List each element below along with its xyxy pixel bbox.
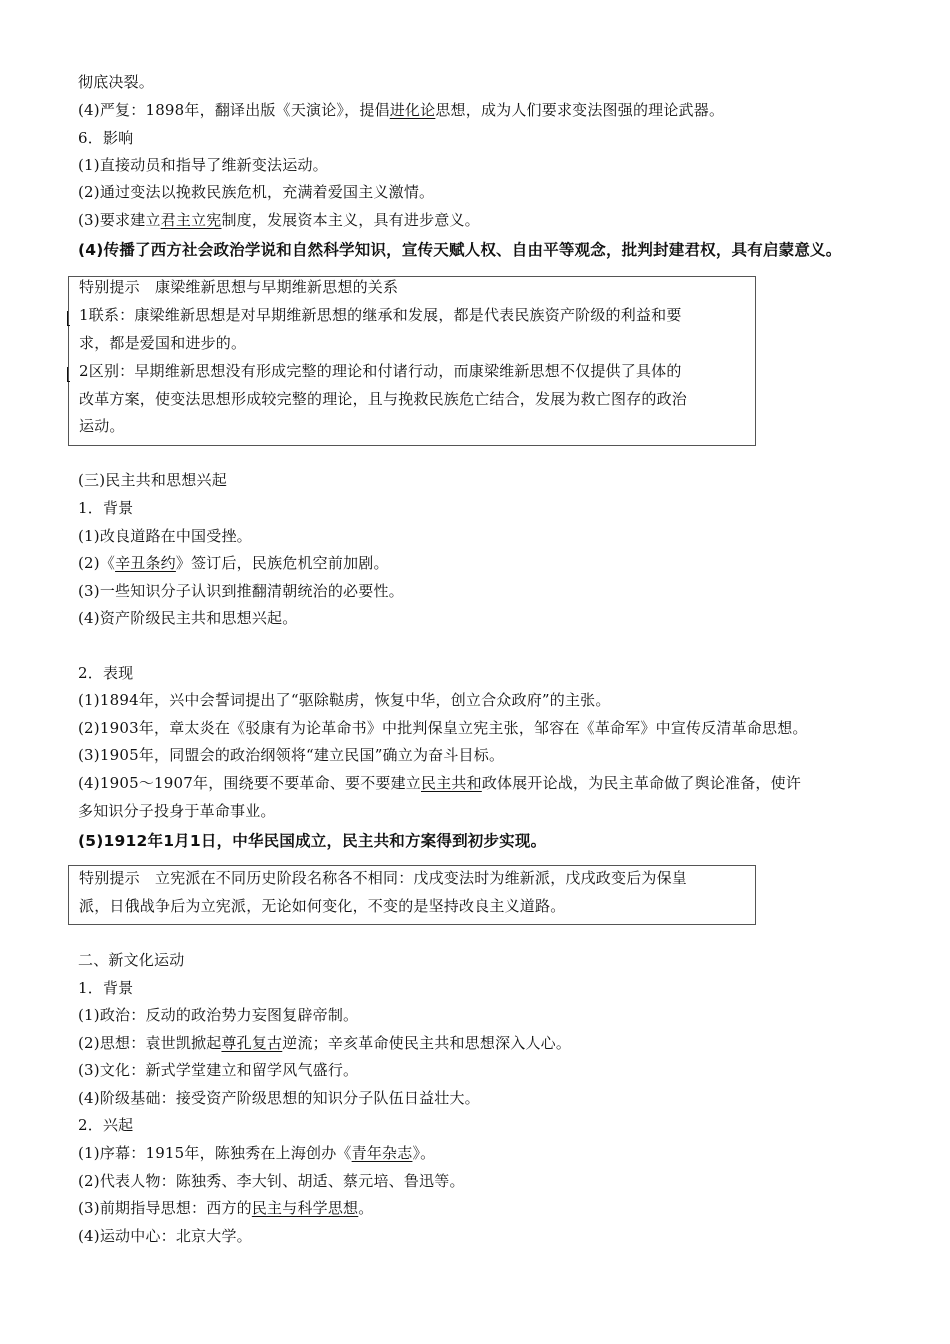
text-line: (2)《辛丑条约》签订后，民族危机空前加剧。 bbox=[78, 554, 389, 572]
subheading: 2．表现 bbox=[78, 664, 134, 682]
text-line: (3)一些知识分子认识到推翻清朝统治的必要性。 bbox=[78, 582, 404, 600]
subheading: 2．兴起 bbox=[78, 1116, 134, 1134]
underlined-term: 青年杂志 bbox=[351, 1144, 413, 1162]
text-line: 多知识分子投身于革命事业。 bbox=[78, 802, 276, 820]
underlined-term: 民主共和 bbox=[421, 774, 482, 792]
tip-text: 求，都是爱国和进步的。 bbox=[79, 334, 247, 352]
bracket-mark bbox=[67, 367, 70, 382]
tip-text: 改革方案，使变法思想形成较完整的理论，且与挽救民族危亡结合，发展为救亡图存的政治 bbox=[79, 390, 688, 408]
text-line: (3)前期指导思想：西方的民主与科学思想。 bbox=[78, 1199, 374, 1217]
text-line: (2)思想：袁世凯掀起尊孔复古逆流；辛亥革命使民主共和思想深入人心。 bbox=[78, 1034, 572, 1052]
text-line: (3)1905年，同盟会的政治纲领将“建立民国”确立为奋斗目标。 bbox=[78, 746, 505, 764]
text-line: (3)要求建立君主立宪制度，发展资本主义，具有进步意义。 bbox=[78, 211, 480, 229]
tip-text: 2区别：早期维新思想没有形成完整的理论和付诸行动，而康梁维新思想不仅提供了具体的 bbox=[79, 362, 682, 380]
subheading: 6．影响 bbox=[78, 129, 134, 147]
text-line: (3)文化：新式学堂建立和留学风气盛行。 bbox=[78, 1061, 359, 1079]
tip-box bbox=[68, 865, 756, 925]
text-line: (1)直接动员和指导了维新变法运动。 bbox=[78, 156, 328, 174]
tip-title: 特别提示 康梁维新思想与早期维新思想的关系 bbox=[79, 278, 399, 296]
underlined-term: 辛丑条约 bbox=[115, 554, 176, 572]
subheading: 1．背景 bbox=[78, 979, 134, 997]
text-line: (4)运动中心：北京大学。 bbox=[78, 1227, 252, 1245]
text-line: 彻底决裂。 bbox=[78, 73, 155, 91]
tip-text: 派，日俄战争后为立宪派，无论如何变化，不变的是坚持改良主义道路。 bbox=[79, 897, 566, 915]
text-line: (1)序幕：1915年，陈独秀在上海创办《青年杂志》。 bbox=[78, 1144, 436, 1162]
tip-text: 1联系：康梁维新思想是对早期维新思想的继承和发展，都是代表民族资产阶级的利益和要 bbox=[79, 306, 682, 324]
subheading: 1．背景 bbox=[78, 499, 134, 517]
bold-text-line: (5)1912年1月1日，中华民国成立，民主共和方案得到初步实现。 bbox=[78, 832, 547, 850]
bold-text-line: (4)传播了西方社会政治学说和自然科学知识，宣传天赋人权、自由平等观念，批判封建君权，具有启蒙意义。 bbox=[78, 241, 842, 259]
text-line: (4)1905～1907年，围绕要不要革命、要不要建立民主共和政体展开论战，为民主革命做了舆论准备，使许 bbox=[78, 774, 802, 792]
text-line: (2)1903年，章太炎在《驳康有为论革命书》中批判保皇立宪主张，邹容在《革命军》中宣传反清革命思想。 bbox=[78, 719, 808, 737]
underlined-term: 尊孔复古 bbox=[221, 1034, 283, 1052]
underlined-term: 民主与科学思想 bbox=[251, 1199, 359, 1217]
text-line: (4)阶级基础：接受资产阶级思想的知识分子队伍日益壮大。 bbox=[78, 1089, 480, 1107]
text-line: (4)资产阶级民主共和思想兴起。 bbox=[78, 609, 298, 627]
text-line: (4)严复：1898年，翻译出版《天演论》，提倡进化论思想，成为人们要求变法图强的理论武器。 bbox=[78, 101, 725, 119]
text-line: (2)通过变法以挽救民族危机，充满着爱国主义激情。 bbox=[78, 183, 435, 201]
text-line: (1)1894年，兴中会誓词提出了“驱除鞑虏，恢复中华，创立合众政府”的主张。 bbox=[78, 691, 611, 709]
underlined-term: 进化论 bbox=[389, 101, 436, 119]
text-line: (1)政治：反动的政治势力妄图复辟帝制。 bbox=[78, 1006, 359, 1024]
section-heading: (三)民主共和思想兴起 bbox=[78, 471, 227, 489]
bracket-mark bbox=[67, 311, 70, 326]
text-line: (1)改良道路在中国受挫。 bbox=[78, 527, 252, 545]
text-line: (2)代表人物：陈独秀、李大钊、胡适、蔡元培、鲁迅等。 bbox=[78, 1172, 465, 1190]
section-heading: 二、新文化运动 bbox=[78, 951, 185, 969]
tip-text: 运动。 bbox=[79, 417, 125, 435]
tip-text: 特别提示 立宪派在不同历史阶段名称各不相同：戊戌变法时为维新派，戊戌政变后为保皇 bbox=[79, 869, 688, 887]
tip-box bbox=[68, 276, 756, 446]
underlined-term: 君主立宪 bbox=[160, 211, 222, 229]
